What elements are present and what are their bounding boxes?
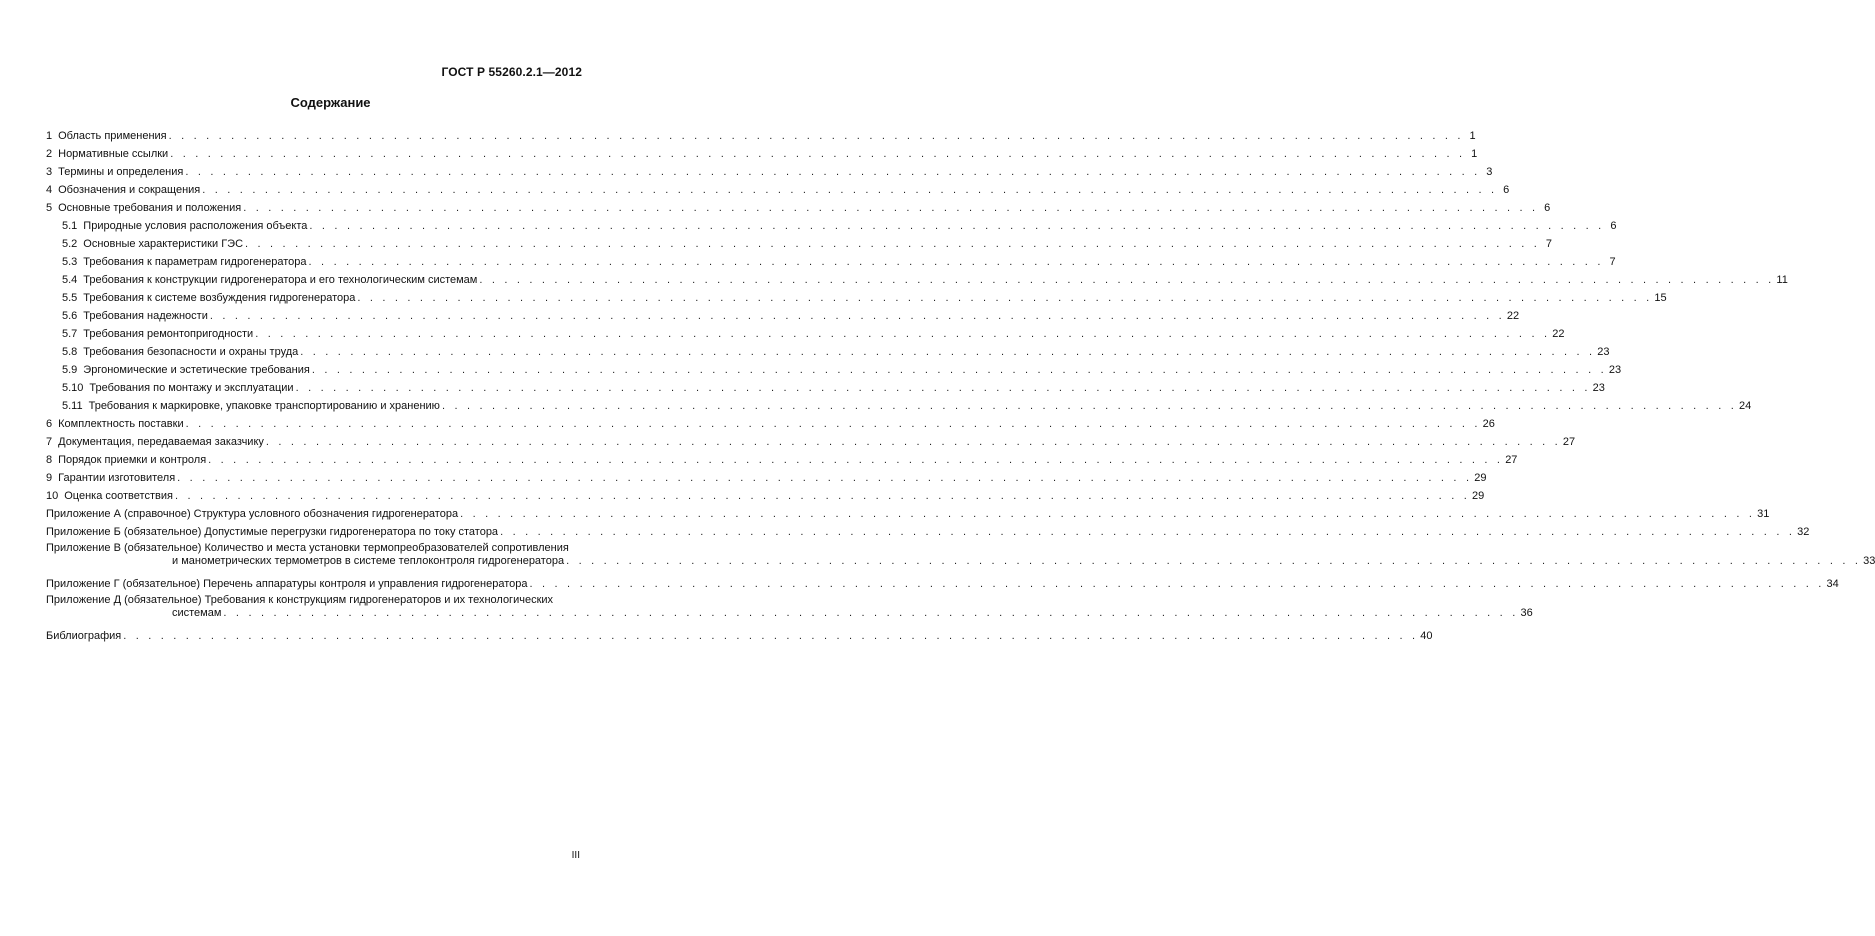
toc-entry-page: 27 <box>1505 454 1518 466</box>
toc-entry-title: Основные требования и положения <box>58 202 242 214</box>
toc-entry-page: 11 <box>1776 274 1788 286</box>
toc-entry-label <box>46 490 173 503</box>
toc-entry-label <box>62 256 307 269</box>
dot-leader: . . . . . . . . . . . . . . . . . . . . . . . . . . . . . . . . . . . . . . . . . . . . . . . . . . . . . . . . . . . . . . . . . . . . . . . . . . . . . . . . . . . . . . . . . . . . . . . . . . . . . . . . <box>174 490 1470 502</box>
toc-entry-number: 5.3 <box>62 256 78 268</box>
dot-leader: . . . . . . . . . . . . . . . . . . . . . . . . . . . . . . . . . . . . . . . . . . . . . . . . . . . . . . . . . . . . . . . . . . . . . . . . . . . . . . . . . . . . . . . . . . . . . . . . . . . . . . . . <box>245 238 1541 250</box>
toc-entry-label <box>62 400 440 413</box>
dot-leader: . . . . . . . . . . . . . . . . . . . . . . . . . . . . . . . . . . . . . . . . . . . . . . . . . . . . . . . . . . . . . . . . . . . . . . . . . . . . . . . . . . . . . . . . . . . . . . . . . . . . . . . . <box>309 220 1605 232</box>
toc-entry-number: 5 <box>46 202 53 214</box>
toc-entry[interactable] <box>46 251 1616 269</box>
toc-entry-title: Требования к маркировке, упаковке транспортированию и хранению <box>88 400 440 412</box>
toc-entry-title-continued: и манометрических термометров в системе теплоконтроля гидрогенератора <box>172 555 565 567</box>
toc-entry-title: Нормативные ссылки <box>58 148 169 160</box>
toc-entry-number: 5.5 <box>62 292 78 304</box>
toc-entry-title: Приложение В (обязательное) Количество и места установки термопреобразователей сопротивления <box>46 542 569 554</box>
toc-entry[interactable] <box>46 287 1667 305</box>
toc-entry-page: 33 <box>1863 555 1875 567</box>
toc-entry-page: 7 <box>1545 238 1553 250</box>
toc-entry-title: Обозначения и сокращения <box>58 184 201 196</box>
toc-entry-label <box>46 148 168 161</box>
dot-leader: . . . . . . . . . . . . . . . . . . . . . . . . . . . . . . . . . . . . . . . . . . . . . . . . . . . . . . . . . . . . . . . . . . . . . . . . . . . . . . . . . . . . . . . . . . . . . . . . . . . . . . . . <box>185 166 1481 178</box>
table-of-contents <box>46 125 1875 643</box>
toc-entry-label <box>62 328 253 341</box>
toc-entry[interactable] <box>46 521 1810 539</box>
toc-entry-page: 3 <box>1486 166 1493 178</box>
document-id: ГОСТ Р 55260.2.1—2012 <box>441 65 582 79</box>
toc-entry-label <box>46 166 183 179</box>
toc-entry[interactable] <box>46 233 1553 251</box>
dot-leader: . . . . . . . . . . . . . . . . . . . . . . . . . . . . . . . . . . . . . . . . . . . . . . . . . . . . . . . . . . . . . . . . . . . . . . . . . . . . . . . . . . . . . . . . . . . . . . . . . . . . . . . . <box>255 328 1551 340</box>
dot-leader: . . . . . . . . . . . . . . . . . . . . . . . . . . . . . . . . . . . . . . . . . . . . . . . . . . . . . . . . . . . . . . . . . . . . . . . . . . . . . . . . . . . . . . . . . . . . . . . . . . . . . . . . <box>311 364 1607 376</box>
toc-entry-title: Приложение Д (обязательное) Требования к конструкциям гидрогенераторов и их технологических <box>46 594 554 606</box>
toc-entry[interactable] <box>46 503 1770 521</box>
toc-entry-title: Требования безопасности и охраны труда <box>83 346 299 358</box>
dot-leader: . . . . . . . . . . . . . . . . . . . . . . . . . . . . . . . . . . . . . . . . . . . . . . . . . . . . . . . . . . . . . . . . . . . . . . . . . . . . . . . . . . . . . . . . . . . . . . . . . . . . . . . . <box>185 418 1481 430</box>
toc-entry-page: 27 <box>1562 436 1576 448</box>
toc-entry[interactable] <box>46 341 1610 359</box>
dot-leader: . . . . . . . . . . . . . . . . . . . . . . . . . . . . . . . . . . . . . . . . . . . . . . . . . . . . . . . . . . . . . . . . . . . . . . . . . . . . . . . . . . . . . . . . . . . . . . . . . . . . . . . . <box>357 292 1653 304</box>
toc-entry-number: 3 <box>46 166 53 178</box>
toc-entry-label <box>62 382 294 395</box>
toc-entry[interactable] <box>46 125 1476 143</box>
toc-entry-title: Область применения <box>58 130 167 142</box>
toc-entry-label <box>62 220 307 233</box>
toc-entry[interactable] <box>46 269 1788 287</box>
dot-leader: . . . . . . . . . . . . . . . . . . . . . . . . . . . . . . . . . . . . . . . . . . . . . . . . . . . . . . . . . . . . . . . . . . . . . . . . . . . . . . . . . . . . . . . . . . . . . . . . . . . . . . . . <box>177 472 1473 484</box>
toc-entry[interactable] <box>46 449 1518 467</box>
toc-entry[interactable] <box>46 215 1617 233</box>
toc-entry[interactable] <box>46 594 1533 620</box>
toc-entry-title: Требования ремонтопригодности <box>83 328 254 340</box>
toc-entry-page: 6 <box>1610 220 1617 232</box>
toc-entry-title: Требования надежности <box>83 310 208 322</box>
toc-entry-page: 32 <box>1797 526 1810 538</box>
toc-entry-number: 8 <box>46 454 53 466</box>
toc-entry-page: 22 <box>1506 310 1520 322</box>
toc-entry[interactable] <box>46 161 1493 179</box>
toc-entry-page: 34 <box>1826 578 1839 590</box>
toc-entry-title: Требования к конструкции гидрогенератора и его технологическим системам <box>83 274 478 286</box>
toc-entry[interactable] <box>46 485 1485 503</box>
toc-entry-label <box>46 130 167 143</box>
toc-entry-page: 29 <box>1474 472 1487 484</box>
toc-entry-title: Требования к системе возбуждения гидрогенератора <box>83 292 356 304</box>
toc-entry-number: 5.1 <box>62 220 78 232</box>
dot-leader: . . . . . . . . . . . . . . . . . . . . . . . . . . . . . . . . . . . . . . . . . . . . . . . . . . . . . . . . . . . . . . . . . . . . . . . . . . . . . . . . . . . . . . . . . . . . . . . . . . . . . . . . <box>460 508 1756 520</box>
toc-entry-label <box>46 630 121 643</box>
toc-entry-label <box>46 202 241 215</box>
toc-entry[interactable] <box>46 413 1495 431</box>
toc-entry-title: Приложение А (справочное) Структура условного обозначения гидрогенератора <box>46 508 459 520</box>
toc-entry-label <box>62 364 310 377</box>
toc-entry-number: 9 <box>46 472 53 484</box>
toc-entry-page: 24 <box>1738 400 1752 412</box>
toc-entry-title: Требования по монтажу и эксплуатации <box>89 382 294 394</box>
toc-entry-title: Комплектность поставки <box>58 418 184 430</box>
toc-entry-number: 6 <box>46 418 53 430</box>
toc-entry[interactable] <box>46 431 1576 449</box>
dot-leader: . . . . . . . . . . . . . . . . . . . . . . . . . . . . . . . . . . . . . . . . . . . . . . . . . . . . . . . . . . . . . . . . . . . . . . . . . . . . . . . . . . . . . . . . . . . . . . . . . . . . . . . . <box>168 130 1464 142</box>
toc-entry-number: 5.9 <box>62 364 78 376</box>
toc-entry-page: 23 <box>1592 382 1605 394</box>
toc-entry-number: 5.11 <box>62 400 83 412</box>
dot-leader: . . . . . . . . . . . . . . . . . . . . . . . . . . . . . . . . . . . . . . . . . . . . . . . . . . . . . . . . . . . . . . . . . . . . . . . . . . . . . . . . . . . . . . . . . . . . . . . . . . . . . . . . <box>566 555 1862 567</box>
toc-entry-number: 7 <box>46 436 53 448</box>
toc-entry-label <box>46 184 200 197</box>
dot-leader: . . . . . . . . . . . . . . . . . . . . . . . . . . . . . . . . . . . . . . . . . . . . . . . . . . . . . . . . . . . . . . . . . . . . . . . . . . . . . . . . . . . . . . . . . . . . . . . . . . . . . . . . <box>308 256 1604 268</box>
toc-entry-page: 23 <box>1597 346 1610 358</box>
toc-entry[interactable] <box>46 143 1478 161</box>
toc-entry-page: 6 <box>1544 202 1551 214</box>
toc-entry-number: 2 <box>46 148 53 160</box>
toc-entry-label <box>46 436 264 449</box>
toc-entry-label <box>46 508 458 521</box>
toc-entry-number: 5.6 <box>62 310 78 322</box>
toc-entry-label <box>62 292 355 305</box>
toc-entry-title: Оценка соответствия <box>64 490 173 502</box>
dot-leader: . . . . . . . . . . . . . . . . . . . . . . . . . . . . . . . . . . . . . . . . . . . . . . . . . . . . . . . . . . . . . . . . . . . . . . . . . . . . . . . . . . . . . . . . . . . . . . . . . . . . . . . . <box>223 607 1519 619</box>
toc-entry-title: Приложение Б (обязательное) Допустимые перегрузки гидрогенератора по току статора <box>46 526 499 538</box>
toc-entry-number: 4 <box>46 184 53 196</box>
toc-entry[interactable] <box>46 542 1875 568</box>
toc-entry[interactable] <box>46 359 1622 377</box>
toc-entry[interactable] <box>46 573 1839 591</box>
toc-entry-number: 5.10 <box>62 382 84 394</box>
toc-entry-page: 31 <box>1757 508 1770 520</box>
dot-leader: . . . . . . . . . . . . . . . . . . . . . . . . . . . . . . . . . . . . . . . . . . . . . . . . . . . . . . . . . . . . . . . . . . . . . . . . . . . . . . . . . . . . . . . . . . . . . . . . . . . . . . . . <box>500 526 1796 538</box>
toc-entry-number: 1 <box>46 130 53 142</box>
toc-entry[interactable] <box>46 197 1551 215</box>
toc-entry-title: Основные характеристики ГЭС <box>83 238 244 250</box>
dot-leader: . . . . . . . . . . . . . . . . . . . . . . . . . . . . . . . . . . . . . . . . . . . . . . . . . . . . . . . . . . . . . . . . . . . . . . . . . . . . . . . . . . . . . . . . . . . . . . . . . . . . . . . . <box>209 310 1505 322</box>
toc-entry-title-continued: системам <box>172 607 222 619</box>
dot-leader: . . . . . . . . . . . . . . . . . . . . . . . . . . . . . . . . . . . . . . . . . . . . . . . . . . . . . . . . . . . . . . . . . . . . . . . . . . . . . . . . . . . . . . . . . . . . . . . . . . . . . . . . <box>479 274 1775 286</box>
page-number: III <box>571 850 580 861</box>
toc-entry-page: 29 <box>1471 490 1485 502</box>
toc-entry-page: 1 <box>1469 130 1476 142</box>
dot-leader: . . . . . . . . . . . . . . . . . . . . . . . . . . . . . . . . . . . . . . . . . . . . . . . . . . . . . . . . . . . . . . . . . . . . . . . . . . . . . . . . . . . . . . . . . . . . . . . . . . . . . . . . <box>123 630 1419 642</box>
toc-entry-page: 1 <box>1471 148 1478 160</box>
toc-entry-page: 26 <box>1482 418 1495 430</box>
toc-entry-title: Документация, передаваемая заказчику <box>58 436 264 448</box>
toc-entry-page: 36 <box>1520 607 1533 619</box>
dot-leader: . . . . . . . . . . . . . . . . . . . . . . . . . . . . . . . . . . . . . . . . . . . . . . . . . . . . . . . . . . . . . . . . . . . . . . . . . . . . . . . . . . . . . . . . . . . . . . . . . . . . . . . . <box>202 184 1498 196</box>
toc-entry-page: 40 <box>1420 630 1433 642</box>
toc-entry-title: Требования к параметрам гидрогенератора <box>83 256 307 268</box>
dot-leader: . . . . . . . . . . . . . . . . . . . . . . . . . . . . . . . . . . . . . . . . . . . . . . . . . . . . . . . . . . . . . . . . . . . . . . . . . . . . . . . . . . . . . . . . . . . . . . . . . . . . . . . . <box>529 578 1825 590</box>
dot-leader: . . . . . . . . . . . . . . . . . . . . . . . . . . . . . . . . . . . . . . . . . . . . . . . . . . . . . . . . . . . . . . . . . . . . . . . . . . . . . . . . . . . . . . . . . . . . . . . . . . . . . . . . <box>441 400 1737 412</box>
toc-entry-label <box>46 578 528 591</box>
toc-entry-label <box>62 310 208 323</box>
toc-entry-title: Библиография <box>46 630 122 642</box>
toc-entry[interactable] <box>46 323 1565 341</box>
toc-entry-title: Природные условия расположения объекта <box>83 220 308 232</box>
toc-entry-page: 15 <box>1654 292 1667 304</box>
dot-leader: . . . . . . . . . . . . . . . . . . . . . . . . . . . . . . . . . . . . . . . . . . . . . . . . . . . . . . . . . . . . . . . . . . . . . . . . . . . . . . . . . . . . . . . . . . . . . . . . . . . . . . . . <box>208 454 1504 466</box>
toc-entry-label <box>46 454 206 467</box>
page-title: Содержание <box>290 95 371 110</box>
toc-entry-label <box>46 418 184 431</box>
dot-leader: . . . . . . . . . . . . . . . . . . . . . . . . . . . . . . . . . . . . . . . . . . . . . . . . . . . . . . . . . . . . . . . . . . . . . . . . . . . . . . . . . . . . . . . . . . . . . . . . . . . . . . . . <box>300 346 1596 358</box>
toc-entry-page: 7 <box>1609 256 1616 268</box>
toc-entry[interactable] <box>46 467 1487 485</box>
dot-leader: . . . . . . . . . . . . . . . . . . . . . . . . . . . . . . . . . . . . . . . . . . . . . . . . . . . . . . . . . . . . . . . . . . . . . . . . . . . . . . . . . . . . . . . . . . . . . . . . . . . . . . . . <box>295 382 1591 394</box>
toc-entry-page: 23 <box>1608 364 1622 376</box>
toc-entry-title: Порядок приемки и контроля <box>58 454 207 466</box>
dot-leader: . . . . . . . . . . . . . . . . . . . . . . . . . . . . . . . . . . . . . . . . . . . . . . . . . . . . . . . . . . . . . . . . . . . . . . . . . . . . . . . . . . . . . . . . . . . . . . . . . . . . . . . . <box>243 202 1539 214</box>
toc-entry-number: 5.2 <box>62 238 78 250</box>
toc-entry[interactable] <box>46 625 1433 643</box>
toc-entry[interactable] <box>46 305 1520 323</box>
toc-entry-page: 22 <box>1552 328 1565 340</box>
dot-leader: . . . . . . . . . . . . . . . . . . . . . . . . . . . . . . . . . . . . . . . . . . . . . . . . . . . . . . . . . . . . . . . . . . . . . . . . . . . . . . . . . . . . . . . . . . . . . . . . . . . . . . . . <box>265 436 1561 448</box>
toc-entry[interactable] <box>46 395 1752 413</box>
toc-entry-title: Эргономические и эстетические требования <box>83 364 310 376</box>
toc-entry-number: 5.4 <box>62 274 78 286</box>
toc-entry-label <box>62 346 298 359</box>
dot-leader: . . . . . . . . . . . . . . . . . . . . . . . . . . . . . . . . . . . . . . . . . . . . . . . . . . . . . . . . . . . . . . . . . . . . . . . . . . . . . . . . . . . . . . . . . . . . . . . . . . . . . . . . <box>170 148 1466 160</box>
toc-entry-label <box>46 472 175 485</box>
toc-entry-title: Термины и определения <box>58 166 184 178</box>
toc-entry-title: Гарантии изготовителя <box>58 472 176 484</box>
toc-entry-title: Приложение Г (обязательное) Перечень аппаратуры контроля и управления гидрогенератора <box>46 578 528 590</box>
toc-entry-number: 5.8 <box>62 346 78 358</box>
toc-entry[interactable] <box>46 377 1605 395</box>
toc-entry-label <box>62 274 477 287</box>
toc-entry-label <box>62 238 243 251</box>
toc-entry-number: 5.7 <box>62 328 78 340</box>
toc-entry-label <box>46 526 498 539</box>
toc-entry-number: 10 <box>46 490 59 502</box>
toc-entry-page: 6 <box>1503 184 1510 196</box>
toc-entry[interactable] <box>46 179 1510 197</box>
